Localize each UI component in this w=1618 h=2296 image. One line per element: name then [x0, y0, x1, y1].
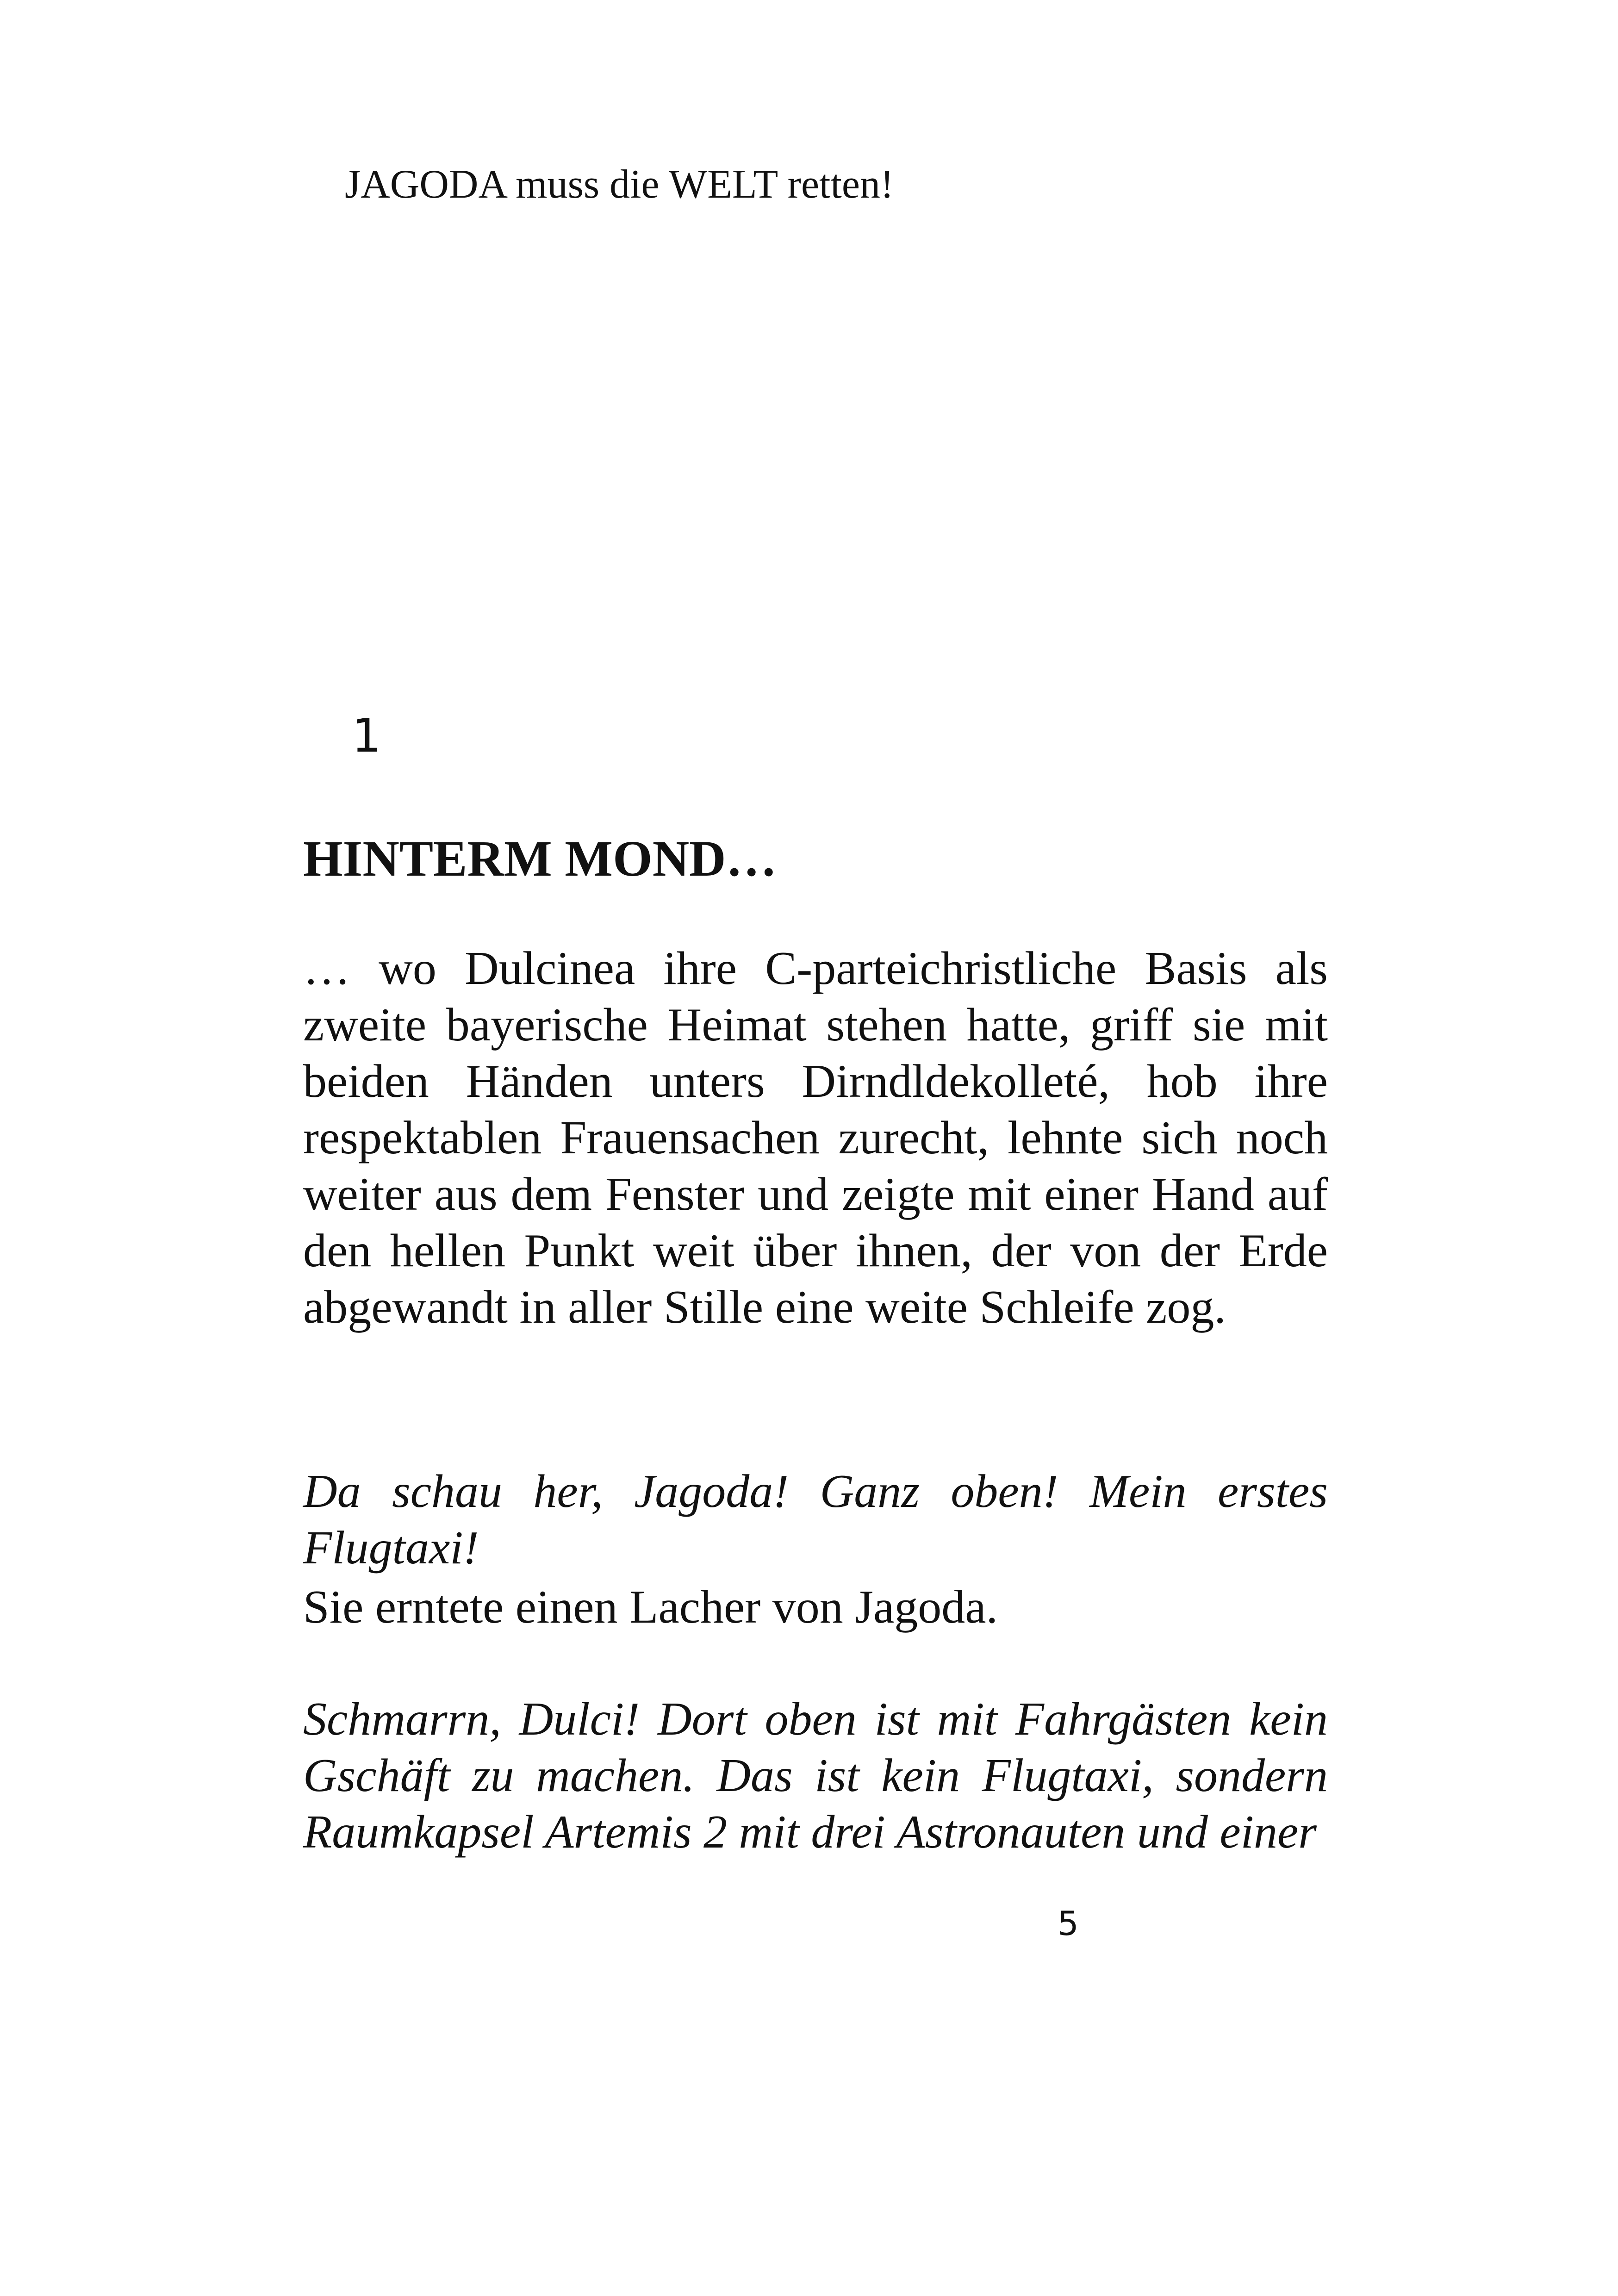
chapter-number: 1	[352, 709, 381, 763]
body-paragraph: … wo Dulcinea ihre C-parteichristliche Basis als zweite bayerische Heimat stehen hatte, griff sie mit beiden Händen unters Dirndldekolleté, hob ihre respektablen Frauensachen zurecht, lehnte sich noch weiter aus dem Fenster und zeigte mit einer Hand auf den hellen Punkt weit über ihnen, der von der Erde abgewandt in aller Stille eine weite Schleife zog.	[303, 942, 1328, 1333]
page-number: 5	[1058, 1904, 1079, 1943]
dialogue-paragraph: Da schau her, Jagoda! Ganz oben! Mein erstes Flugtaxi!	[303, 1465, 1328, 1574]
dialogue-paragraph: Schmarrn, Dulci! Dort oben ist mit Fahrgästen kein Gschäft zu machen. Das ist kein Flugtaxi, sondern Raumkapsel Artemis 2 mit drei Astronauten und einer	[303, 1693, 1328, 1858]
body-paragraph: Sie erntete einen Lacher von Jagoda.	[303, 1581, 998, 1633]
running-header: JAGODA muss die WELT retten!	[345, 162, 894, 207]
chapter-title: HINTERM MOND…	[303, 830, 777, 887]
